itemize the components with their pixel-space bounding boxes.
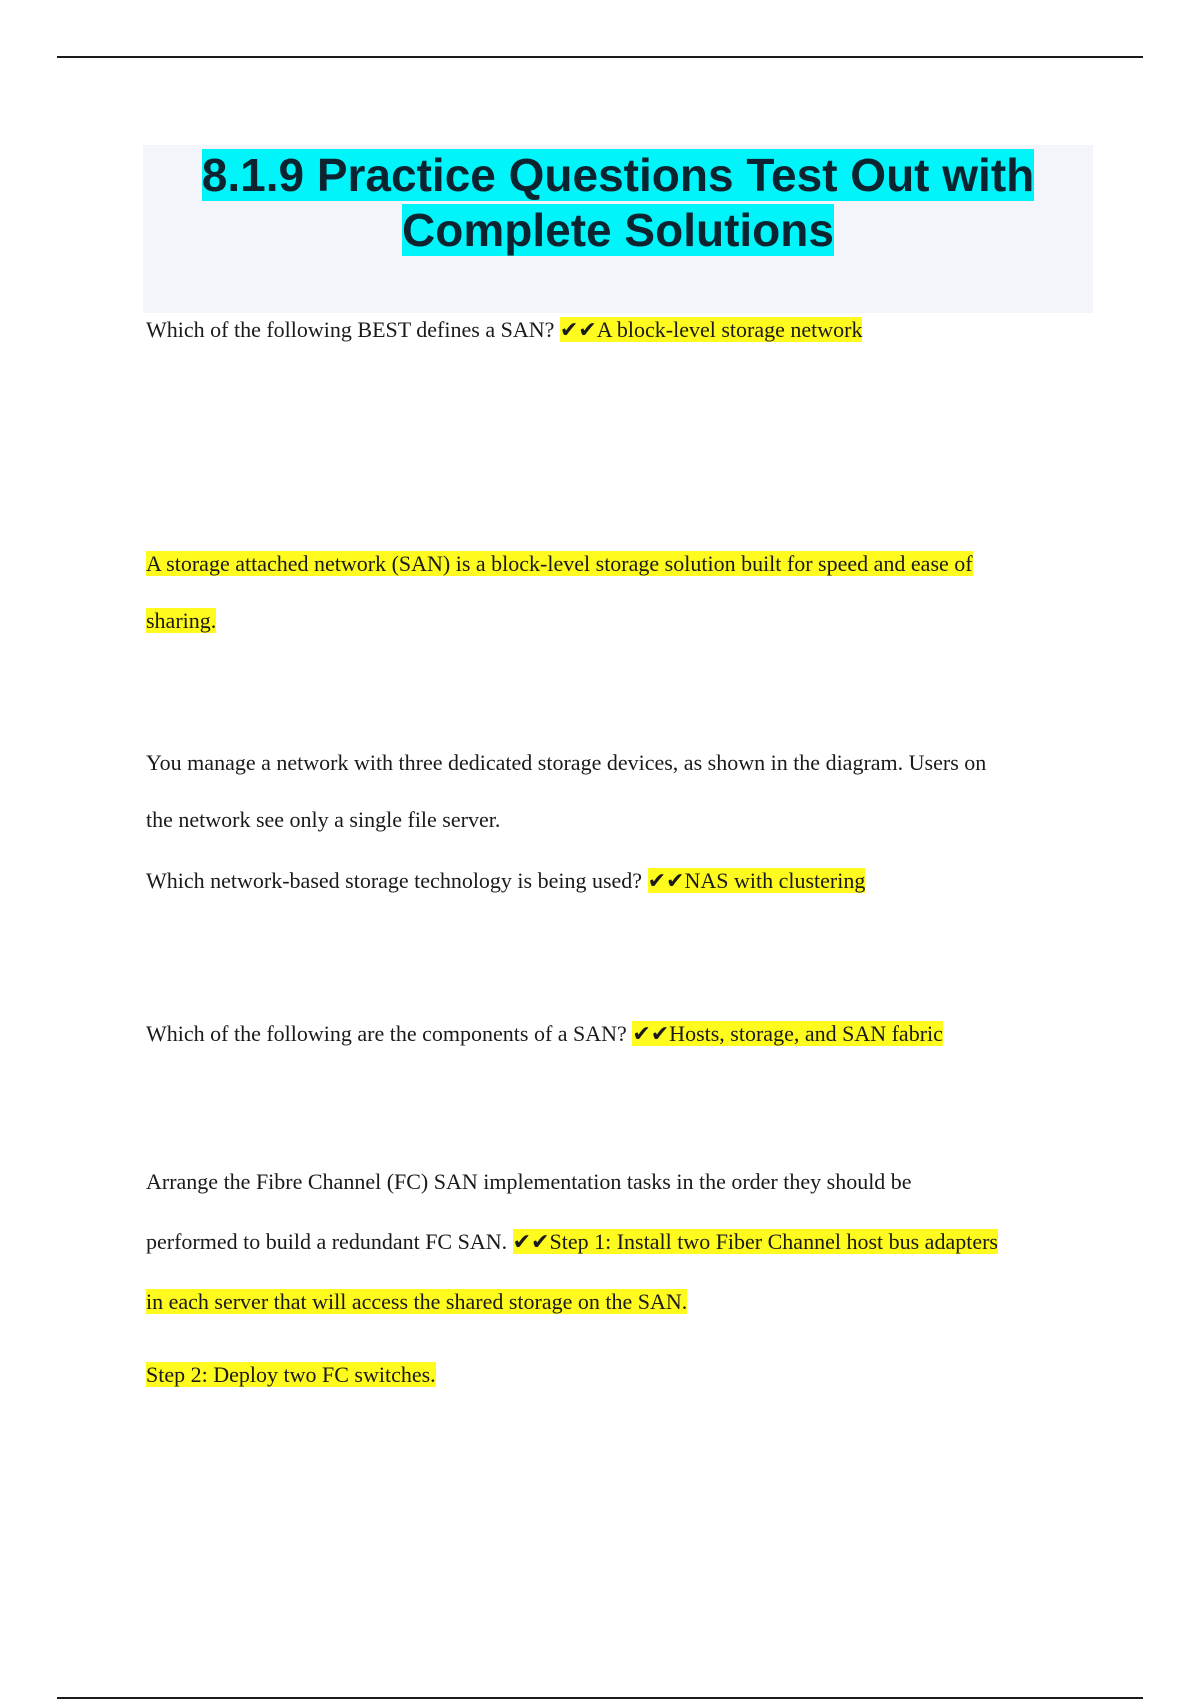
q3-answer: ✔✔Hosts, storage, and SAN fabric (632, 1021, 943, 1046)
q2-context (146, 734, 1096, 848)
q1-explanation-line-2: sharing. (146, 608, 217, 633)
q4-answer-line-2: in each server that will access the shared storage on the SAN. (146, 1289, 688, 1314)
q1-question (146, 315, 1096, 345)
q4-answer-line-1: ✔✔Step 1: Install two Fiber Channel host bus adapters (512, 1229, 998, 1254)
q3-question-text: Which of the following are the components of a SAN? (146, 1021, 633, 1046)
title-line-1: 8.1.9 Practice Questions Test Out with (201, 149, 1035, 201)
title-panel (143, 145, 1093, 313)
q2-question (146, 866, 1096, 896)
q4-step-2-text: Step 2: Deploy two FC switches. (146, 1362, 436, 1387)
q4-question-line-2: performed to build a redundant FC SAN. (146, 1229, 513, 1254)
title-line-2: Complete Solutions (402, 204, 834, 256)
q4-step-2 (146, 1360, 1096, 1390)
bottom-rule (57, 1697, 1143, 1699)
q1-answer: ✔✔A block-level storage network (559, 317, 863, 342)
q3-question (146, 1019, 1096, 1049)
top-rule (57, 56, 1143, 58)
q2-question-text: Which network-based storage technology is being used? (146, 868, 648, 893)
q2-answer: ✔✔NAS with clustering (647, 868, 866, 893)
q2-context-line-2: the network see only a single file server. (146, 807, 501, 832)
q2-context-line-1: You manage a network with three dedicated storage devices, as shown in the diagram. Users on (146, 750, 987, 775)
q4-question (146, 1152, 1096, 1332)
q1-question-text: Which of the following BEST defines a SAN? (146, 317, 560, 342)
q4-question-line-1: Arrange the Fibre Channel (FC) SAN implementation tasks in the order they should be (146, 1169, 912, 1194)
q1-explanation (146, 535, 1096, 649)
document-title (143, 145, 1093, 258)
q1-explanation-line-1: A storage attached network (SAN) is a block-level storage solution built for speed and ease of (146, 551, 973, 576)
